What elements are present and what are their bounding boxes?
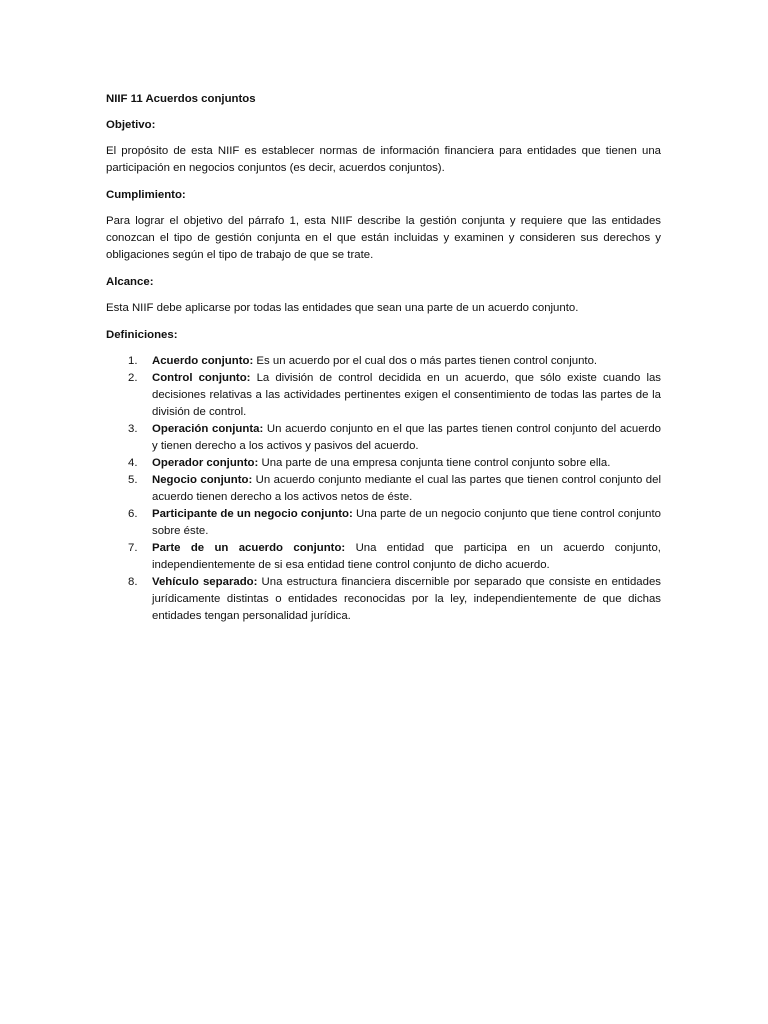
definition-text: Una estructura financiera discernible por separado que consiste en entidades jurídicamente distintas o entidades reconocidas por la ley, independientemente de que dichas entidades tengan personalidad jurídica. (152, 576, 661, 622)
definition-number: 1. (128, 355, 138, 367)
definition-item (106, 455, 661, 472)
definitions-heading: Definiciones: (106, 329, 178, 341)
definition-text: La división de control decidida en un acuerdo, que sólo existe cuando las decisiones relativas a las actividades pertinentes exigen el consentimiento de todas las partes de la división de control. (152, 372, 661, 418)
section-heading-cumplimiento: Cumplimiento: (106, 189, 186, 201)
definition-term: Participante de un negocio conjunto: (152, 508, 353, 520)
section-text-objetivo: El propósito de esta NIIF es establecer normas de información financiera para entidades que tienen una participación en negocios conjuntos (es decir, acuerdos conjuntos). (106, 145, 661, 174)
definition-text: Una parte de una empresa conjunta tiene control conjunto sobre ella. (258, 457, 611, 469)
definition-term: Parte de un acuerdo conjunto: (152, 542, 346, 554)
definition-term: Vehículo separado: (152, 576, 258, 588)
definition-item (106, 353, 661, 370)
definition-number: 6. (128, 508, 138, 520)
definition-text: Es un acuerdo por el cual dos o más partes tienen control conjunto. (253, 355, 598, 367)
definition-number: 7. (128, 542, 138, 554)
definition-item (106, 506, 661, 540)
definitions-list (106, 353, 661, 625)
section-heading-objetivo: Objetivo: (106, 119, 156, 131)
document-body (106, 91, 661, 625)
definition-number: 5. (128, 474, 138, 486)
definition-number: 8. (128, 576, 138, 588)
definition-item (106, 421, 661, 455)
definition-text: Una parte de un negocio conjunto que tiene control conjunto sobre éste. (152, 508, 661, 537)
definition-text: Una entidad que participa en un acuerdo conjunto, independientemente de si esa entidad tiene control conjunto de dicho acuerdo. (152, 542, 661, 571)
section-text-alcance: Esta NIIF debe aplicarse por todas las entidades que sean una parte de un acuerdo conjunto. (106, 302, 579, 314)
definition-term: Operación conjunta: (152, 423, 264, 435)
definition-text: Un acuerdo conjunto mediante el cual las partes que tienen control conjunto del acuerdo tienen derecho a los activos netos de éste. (152, 474, 661, 503)
definition-item (106, 370, 661, 421)
definition-number: 3. (128, 423, 138, 435)
section-heading-alcance: Alcance: (106, 276, 154, 288)
definition-item (106, 472, 661, 506)
definition-term: Acuerdo conjunto: (152, 355, 254, 367)
section-text-cumplimiento: Para lograr el objetivo del párrafo 1, esta NIIF describe la gestión conjunta y requiere que las entidades conozcan el tipo de gestión conjunta en el que están incluidas y examinen y consideren sus derechos y obligaciones según el tipo de trabajo de que se trate. (106, 215, 661, 261)
definition-term: Control conjunto: (152, 372, 251, 384)
definition-number: 2. (128, 372, 138, 384)
document-title: NIIF 11 Acuerdos conjuntos (106, 93, 256, 105)
definition-number: 4. (128, 457, 138, 469)
definition-term: Negocio conjunto: (152, 474, 253, 486)
definition-text: Un acuerdo conjunto en el que las partes tienen control conjunto del acuerdo y tienen derecho a los activos y pasivos del acuerdo. (152, 423, 661, 452)
definition-term: Operador conjunto: (152, 457, 259, 469)
definition-item (106, 540, 661, 574)
definition-item (106, 574, 661, 625)
